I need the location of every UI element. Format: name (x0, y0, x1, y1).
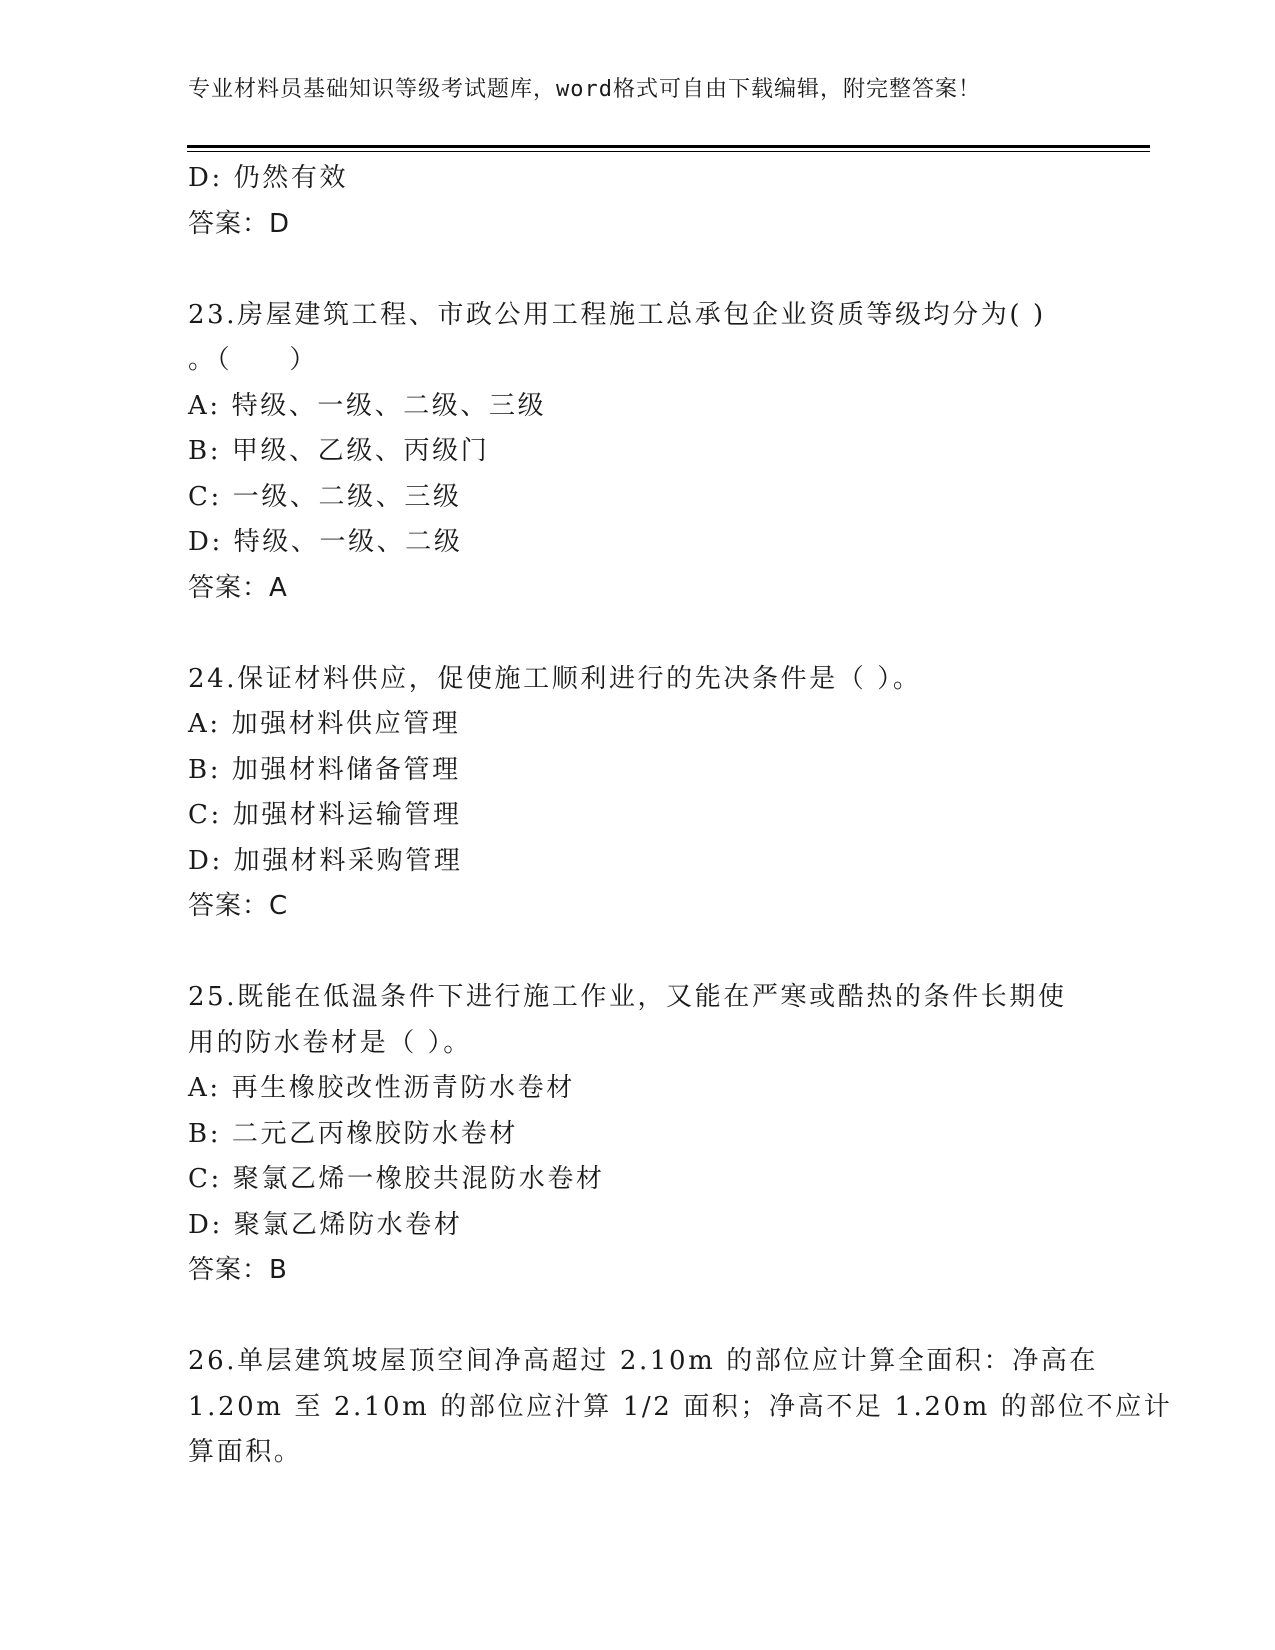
option-a: A: 加强材料供应管理 (188, 709, 461, 739)
answer-line: 答案：C (188, 891, 289, 921)
question-stem: 。（ ） (188, 345, 319, 375)
question-stem: 用的防水卷材是（ ）。 (188, 1027, 472, 1058)
option-b: B: 甲级、乙级、丙级门 (188, 436, 490, 466)
question-stem: 23.房屋建筑工程、市政公用工程施工总承包企业资质等级均分为( ) (188, 299, 1046, 330)
header-rule-thick (187, 145, 1150, 148)
option-c: C: 一级、二级、三级 (188, 481, 462, 512)
option-b: B: 加强材料储备管理 (188, 754, 461, 785)
spacer (188, 1294, 1088, 1340)
question-26 (188, 1339, 1173, 1476)
question-stem: 1.20m 至 2.10m 的部位应汁算 1/2 面积；净高不足 1.20m 的部位不应计 (188, 1391, 1173, 1422)
option-b: B: 二元乙丙橡胶防水卷材 (188, 1118, 518, 1149)
answer-line: 答案：D (188, 208, 291, 239)
answer-line: 答案：A (188, 572, 288, 603)
option-a: A: 再生橡胶改性沥青防水卷材 (188, 1073, 575, 1103)
question-stem: 算面积。 (188, 1437, 303, 1467)
question-23 (188, 293, 1088, 612)
spacer (188, 930, 1088, 976)
spacer (188, 611, 1088, 657)
question-25 (188, 975, 1088, 1294)
option-c: C: 加强材料运输管理 (188, 800, 462, 830)
spacer (188, 247, 1088, 293)
question-stem: 26.单层建筑坡屋顶空间净高超过 2.10m 的部位应计算全面积：净高在 (188, 1346, 1099, 1376)
option-a: A: 特级、一级、二级、三级 (188, 390, 547, 421)
answer-line: 答案：B (188, 1255, 288, 1285)
option-d: D: 聚氯乙烯防水卷材 (188, 1209, 463, 1240)
option-d: D: 特级、一级、二级 (188, 527, 463, 557)
question-22-tail (188, 156, 1088, 247)
option-c: C: 聚氯乙烯一橡胶共混防水卷材 (188, 1164, 605, 1194)
option-d: D: 仍然有效 (188, 163, 349, 193)
page-header: 专业材料员基础知识等级考试题库，word格式可自由下载编辑，附完整答案！ (188, 77, 981, 102)
option-d: D: 加强材料采购管理 (188, 845, 463, 876)
question-stem: 25.既能在低温条件下进行施工作业，又能在严寒或酷热的条件长期使 (188, 982, 1067, 1012)
question-24 (188, 657, 1088, 930)
question-stem: 24.保证材料供应，促使施工顺利进行的先决条件是（ ）。 (188, 663, 922, 694)
question-content (188, 156, 1173, 1476)
header-rule-thin (187, 151, 1150, 152)
